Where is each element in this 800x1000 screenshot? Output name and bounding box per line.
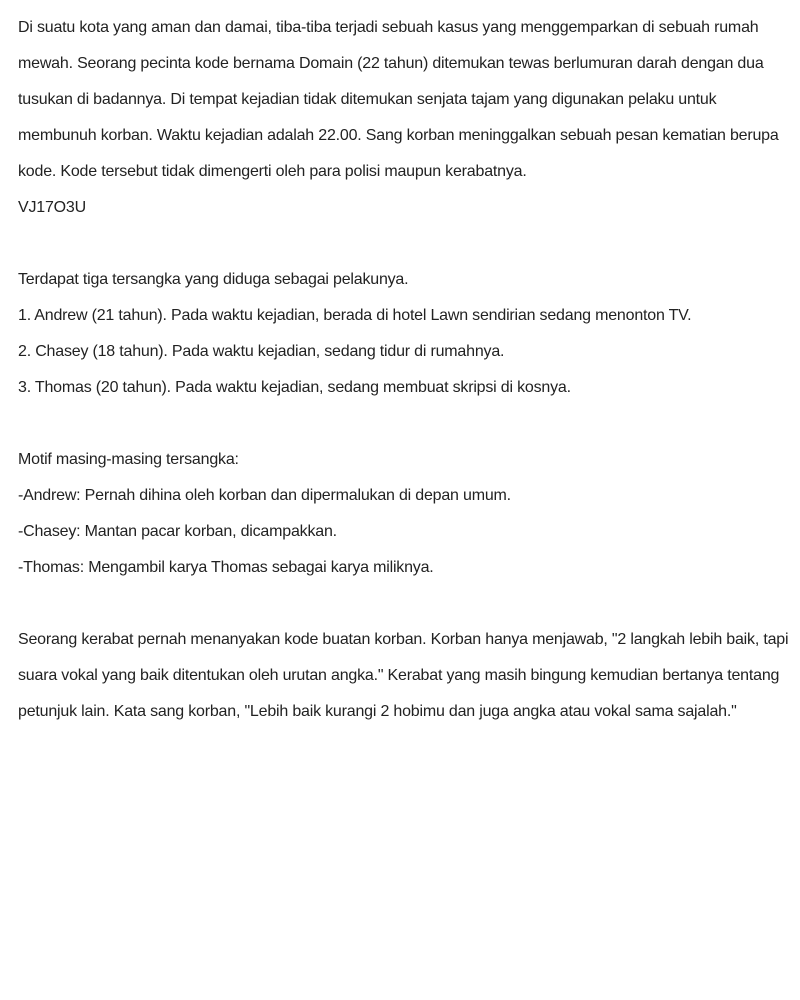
motive-item-thomas: -Thomas: Mengambil karya Thomas sebagai karya miliknya.: [18, 559, 434, 576]
suspect-item-thomas: 3. Thomas (20 tahun). Pada waktu kejadian, sedang membuat skripsi di kosnya.: [18, 379, 571, 396]
death-message-code: VJ17O3U: [18, 199, 86, 216]
document-body: [18, 10, 793, 730]
paragraph-gap: [18, 226, 793, 262]
suspect-item-chasey: 2. Chasey (18 tahun). Pada waktu kejadian, sedang tidur di rumahnya.: [18, 343, 505, 360]
motive-item-andrew: -Andrew: Pernah dihina oleh korban dan dipermalukan di depan umum.: [18, 487, 511, 504]
paragraph-gap: [18, 406, 793, 442]
paragraph-gap: [18, 586, 793, 622]
clue-paragraph: Seorang kerabat pernah menanyakan kode buatan korban. Korban hanya menjawab, "2 langkah lebih baik, tapi suara vokal yang baik ditentukan oleh urutan angka." Kerabat yang masih bingung kemudian bertanya tentang petunjuk lain. Kata sang korban, "Lebih baik kurangi 2 hobimu dan juga angka atau vokal sama sajalah.": [18, 631, 789, 720]
suspect-item-andrew: 1. Andrew (21 tahun). Pada waktu kejadian, berada di hotel Lawn sendirian sedang menonton TV.: [18, 307, 692, 324]
suspects-intro: Terdapat tiga tersangka yang diduga sebagai pelakunya.: [18, 271, 409, 288]
story-paragraph: Di suatu kota yang aman dan damai, tiba-tiba terjadi sebuah kasus yang menggemparkan di sebuah rumah mewah. Seorang pecinta kode bernama Domain (22 tahun) ditemukan tewas berlumuran darah dengan dua tusukan di badannya. Di tempat kejadian tidak ditemukan senjata tajam yang digunakan pelaku untuk membunuh korban. Waktu kejadian adalah 22.00. Sang korban meninggalkan sebuah pesan kematian berupa kode. Kode tersebut tidak dimengerti oleh para polisi maupun kerabatnya.: [18, 19, 779, 180]
motive-item-chasey: -Chasey: Mantan pacar korban, dicampakkan.: [18, 523, 337, 540]
motives-title: Motif masing-masing tersangka:: [18, 451, 239, 468]
